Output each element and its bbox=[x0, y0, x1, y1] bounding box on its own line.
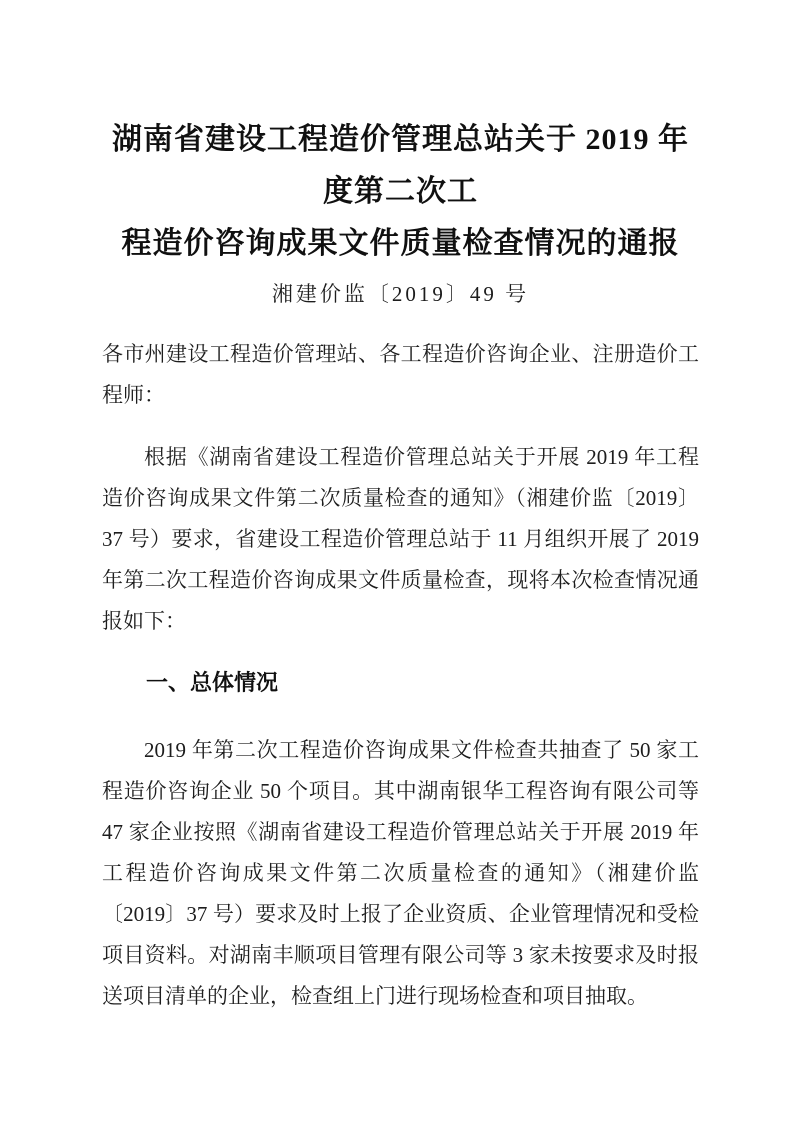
document-title-line-2: 程造价咨询成果文件质量检查情况的通报 bbox=[121, 227, 680, 260]
section-1-heading: 一、总体情况 bbox=[146, 670, 279, 695]
document-title-line-1: 湖南省建设工程造价管理总站关于 2019 年度第二次工 bbox=[112, 123, 689, 208]
salutation: 各市州建设工程造价管理站、各工程造价咨询企业、注册造价工程师： bbox=[102, 342, 699, 407]
section-1-paragraph-1: 2019 年第二次工程造价咨询成果文件检查共抽查了 50 家工程造价咨询企业 50 个项目。其中湖南银华工程咨询有限公司等 47 家企业按照《湖南省建设工程造价管理总站关于开展 2019 年工程造价咨询成果文件第二次质量检查的通知》（湘建价监〔2019〕37 号）要求及时上报了企业资质、企业管理情况和受检项目资料。对湖南丰顺项目管理有限公司等 3 家未按要求及时报送项目清单的企业，检查组上门进行现场检查和项目抽取。 bbox=[102, 738, 699, 1008]
document-number: 湘建价监〔2019〕49 号 bbox=[271, 282, 530, 306]
document-title bbox=[102, 114, 699, 270]
intro-paragraph: 根据《湖南省建设工程造价管理总站关于开展 2019 年工程造价咨询成果文件第二次质量检查的通知》（湘建价监〔2019〕37 号）要求，省建设工程造价管理总站于 11 月组织开展了 2019 年第二次工程造价咨询成果文件质量检查，现将本次检查情况通报如下： bbox=[102, 445, 699, 633]
